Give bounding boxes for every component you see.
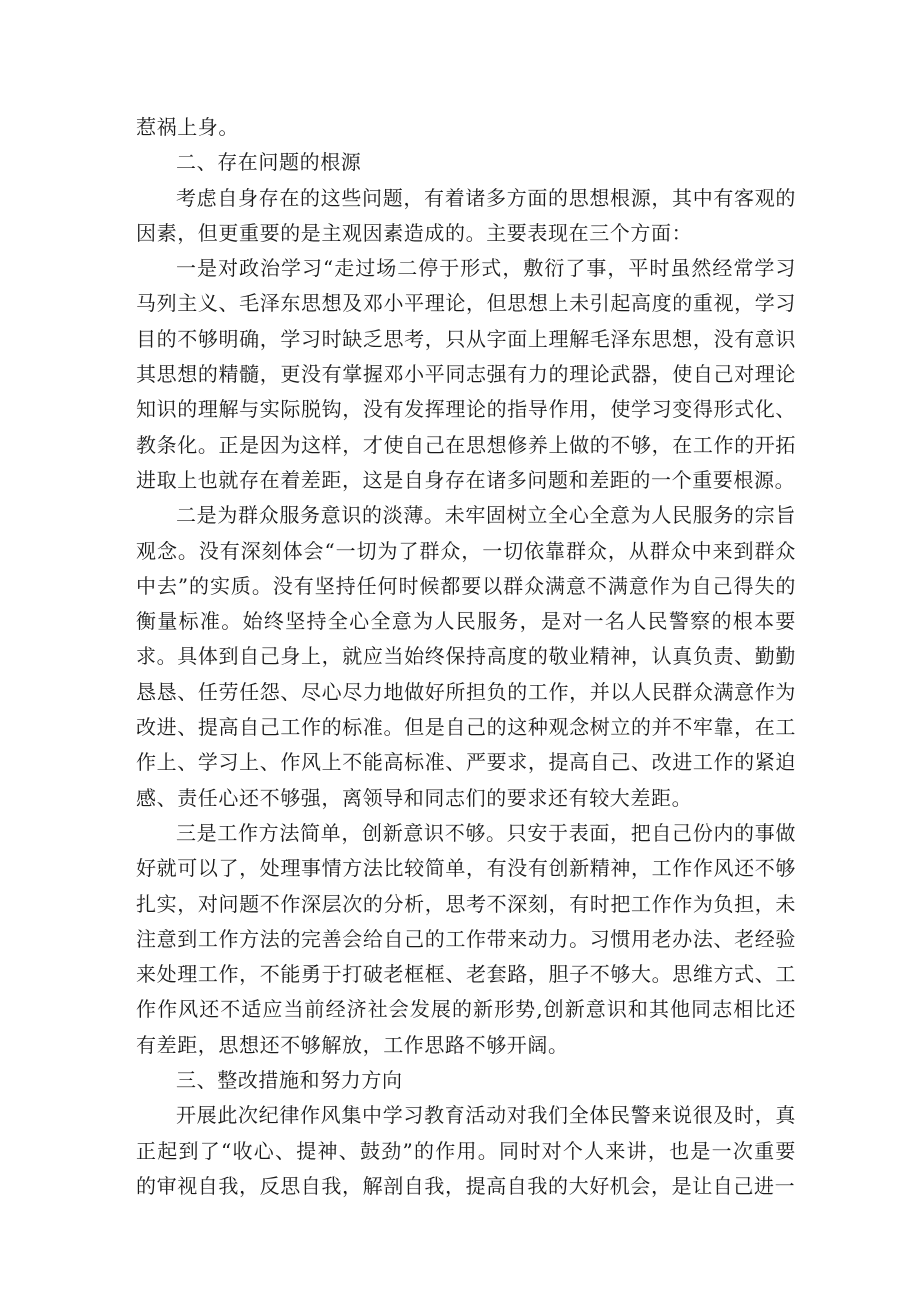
paragraph-political-study: 一是对政治学习“走过场二停于形式，敷衍了事，平时虽然经常学习马列主义、毛泽东思想及邓小平理论，但思想上未引起高度的重视，学习目的不够明确，学习时缺乏思考，只从字面上理解毛泽东思想，没有意识其思想的精髓，更没有掌握邓小平同志强有力的理论武器，使自己对理论知识的理解与实际脱钩，没有发挥理论的指导作用，使学习变得形式化、教条化。正是因为这样，才使自己在思想修养上做的不够，在工作的开拓进取上也就存在着差距，这是自身存在诸多问题和差距的一个重要根源。 — [136, 256, 796, 492]
paragraph-campaign: 开展此次纪律作风集中学习教育活动对我们全体民警来说很及时，真正起到了“收心、提神、鼓劲”的作用。同时对个人来讲，也是一次重要的审视自我，反思自我，解剖自我，提高自我的大好机会，是让自己进一 — [136, 1103, 796, 1198]
paragraph-service-awareness: 二是为群众服务意识的淡薄。未牢固树立全心全意为人民服务的宗旨观念。没有深刻体会“一切为了群众，一切依靠群众，从群众中来到群众中去”的实质。没有坚持任何时候都要以群众满意不满意作为自己得失的衡量标准。始终坚持全心全意为人民服务，是对一名人民警察的根本要求。具体到自己身上，就应当始终保持高度的敬业精神，认真负责、勤勤恳恳、任劳任怨、尽心尽力地做好所担负的工作，并以人民群众满意作为改进、提高自己工作的标准。但是自己的这种观念树立的并不牢靠，在工作上、学习上、作风上不能高标准、严要求，提高自己、改进工作的紧迫感、责任心还不够强，离领导和同志们的要求还有较大差距。 — [136, 503, 796, 810]
paragraph-intro: 考虑自身存在的这些问题，有着诸多方面的思想根源，其中有客观的因素，但更重要的是主观因素造成的。主要表现在三个方面： — [136, 185, 796, 245]
section-heading-rectification: 三、整改措施和努力方向 — [176, 1068, 403, 1093]
document-body — [136, 110, 796, 1204]
paragraph-work-methods: 三是工作方法简单，创新意识不够。只安于表面，把自己份内的事做好就可以了，处理事情方法比较简单，有没有创新精神，工作作风还不够扎实，对问题不作深层次的分析，思考不深刻，有时把工作作为负担，未注意到工作方法的完善会给自己的工作带来动力。习惯用老办法、老经验来处理工作，不能勇于打破老框框、老套路，胆子不够大。思维方式、工作作风还不适应当前经济社会发展的新形势,创新意识和其他同志相比还有差距，思想还不够解放，工作思路不够开阔。 — [136, 820, 796, 1057]
section-heading-root-causes: 二、存在问题的根源 — [176, 150, 362, 175]
paragraph-continuation: 惹祸上身。 — [136, 115, 239, 139]
